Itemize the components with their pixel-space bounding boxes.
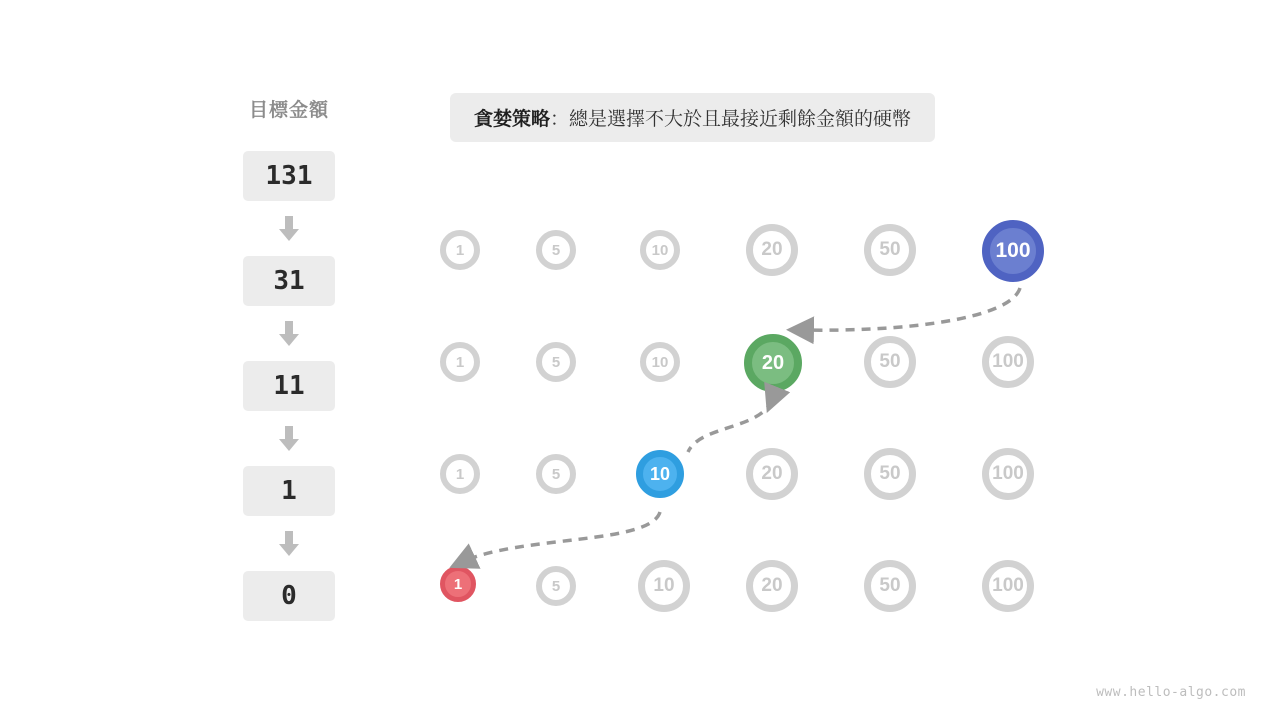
coin[interactable]: 100 [982, 560, 1034, 612]
strategy-label-bold: 貪婪策略 [474, 109, 551, 130]
coin-selected[interactable]: 1 [440, 566, 476, 602]
amount-box: 0 [243, 571, 335, 621]
coin[interactable]: 20 [746, 448, 798, 500]
coin[interactable]: 20 [746, 560, 798, 612]
coin[interactable]: 1 [440, 230, 480, 270]
coin[interactable]: 50 [864, 448, 916, 500]
coin-grid [430, 210, 1080, 630]
strategy-label-rest: ：總是選擇不大於且最接近剩餘金額的硬幣 [550, 109, 912, 130]
coin[interactable]: 50 [864, 560, 916, 612]
amount-box: 31 [243, 256, 335, 306]
coin[interactable]: 20 [746, 224, 798, 276]
arrow-down-icon [243, 516, 335, 571]
page-title: 目標金額 [248, 100, 329, 121]
amount-box: 11 [243, 361, 335, 411]
amount-box: 131 [243, 151, 335, 201]
coin[interactable]: 100 [982, 336, 1034, 388]
coin[interactable]: 10 [640, 230, 680, 270]
coin[interactable]: 50 [864, 336, 916, 388]
coin-selected[interactable]: 20 [744, 334, 802, 392]
coin[interactable]: 1 [440, 342, 480, 382]
coin[interactable]: 10 [640, 342, 680, 382]
coin[interactable]: 50 [864, 224, 916, 276]
coin-selected[interactable]: 10 [636, 450, 684, 498]
coin[interactable]: 10 [638, 560, 690, 612]
coin-selected[interactable]: 100 [982, 220, 1044, 282]
coin[interactable]: 100 [982, 448, 1034, 500]
target-amount-column [243, 95, 335, 621]
coin[interactable]: 1 [440, 454, 480, 494]
coin[interactable]: 5 [536, 454, 576, 494]
arrow-down-icon [243, 411, 335, 466]
coin[interactable]: 5 [536, 230, 576, 270]
arrow-down-icon [243, 306, 335, 361]
arrow-down-icon [243, 201, 335, 256]
coin[interactable]: 5 [536, 566, 576, 606]
strategy-banner [450, 93, 935, 142]
coin[interactable]: 5 [536, 342, 576, 382]
footer-url: www.hello-algo.com [1096, 685, 1246, 700]
amount-box: 1 [243, 466, 335, 516]
